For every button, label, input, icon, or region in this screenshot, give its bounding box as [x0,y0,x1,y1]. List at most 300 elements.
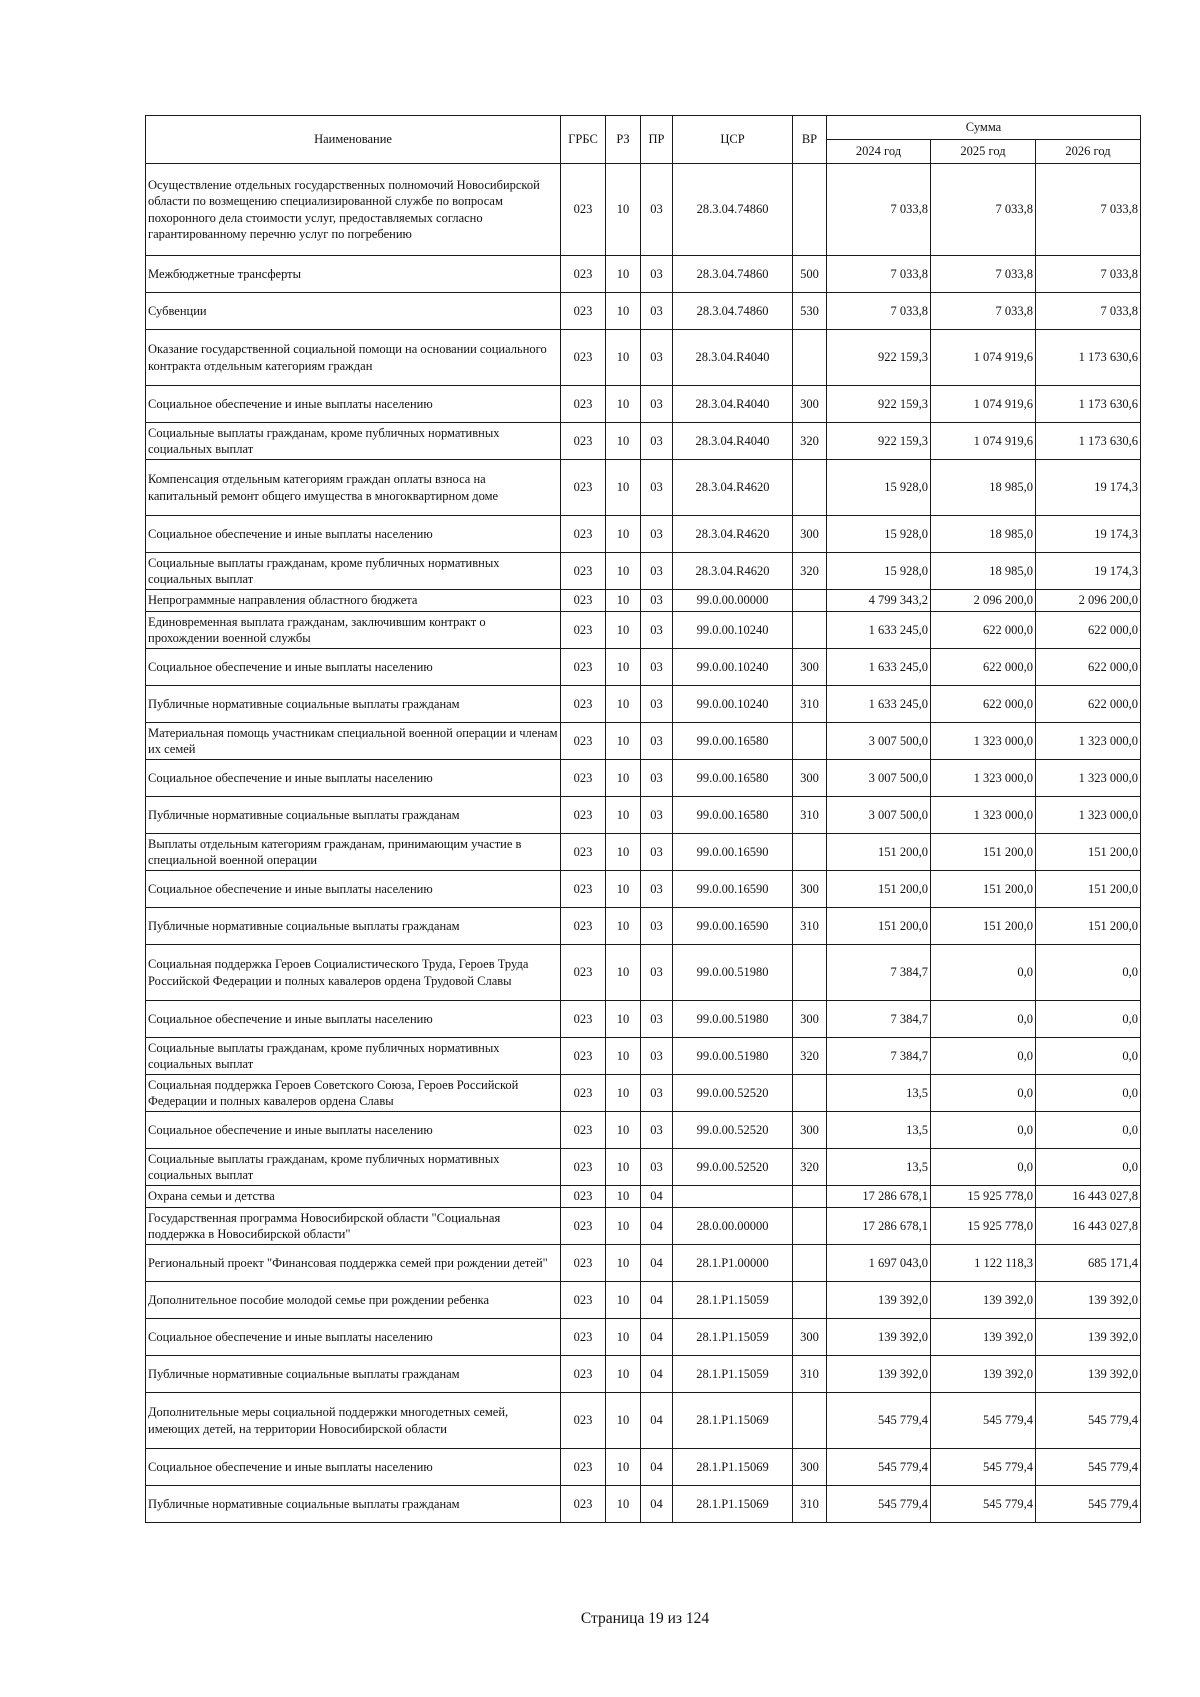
table-row [146,1075,1141,1112]
row-grbs: 023 [561,1486,606,1523]
row-grbs: 023 [561,686,606,723]
row-sum-2026: 1 323 000,0 [1036,797,1141,834]
row-sum-2026: 0,0 [1036,1075,1141,1112]
row-rz: 10 [606,460,641,516]
row-sum-2024: 13,5 [827,1112,931,1149]
row-name: Социальное обеспечение и иные выплаты населению [146,649,561,686]
row-sum-2024: 1 633 245,0 [827,686,931,723]
row-name: Публичные нормативные социальные выплаты гражданам [146,1486,561,1523]
row-grbs: 023 [561,1038,606,1075]
row-csr: 99.0.00.10240 [673,649,793,686]
row-pr: 04 [641,1282,673,1319]
row-csr: 99.0.00.16580 [673,760,793,797]
row-csr: 99.0.00.16580 [673,797,793,834]
header-pr: ПР [641,116,673,164]
table-row [146,1149,1141,1186]
row-sum-2025: 7 033,8 [931,256,1036,293]
row-pr: 03 [641,612,673,649]
row-vr [793,612,827,649]
row-pr: 04 [641,1245,673,1282]
row-rz: 10 [606,423,641,460]
row-sum-2025: 545 779,4 [931,1449,1036,1486]
row-pr: 03 [641,460,673,516]
row-grbs: 023 [561,423,606,460]
row-csr: 28.3.04.R4040 [673,330,793,386]
row-rz: 10 [606,256,641,293]
row-pr: 03 [641,423,673,460]
row-vr [793,1208,827,1245]
table-row [146,423,1141,460]
row-name: Дополнительное пособие молодой семье при рождении ребенка [146,1282,561,1319]
row-pr: 03 [641,686,673,723]
row-pr: 04 [641,1356,673,1393]
row-sum-2024: 3 007 500,0 [827,797,931,834]
row-name: Социальное обеспечение и иные выплаты населению [146,1449,561,1486]
row-grbs: 023 [561,797,606,834]
row-grbs: 023 [561,1075,606,1112]
row-vr: 310 [793,686,827,723]
row-sum-2024: 15 928,0 [827,553,931,590]
row-pr: 03 [641,516,673,553]
row-vr [793,1075,827,1112]
table-row [146,1486,1141,1523]
table-row [146,760,1141,797]
row-sum-2025: 622 000,0 [931,612,1036,649]
row-vr [793,330,827,386]
row-csr: 28.3.04.R4040 [673,386,793,423]
table-row [146,386,1141,423]
row-csr: 99.0.00.51980 [673,945,793,1001]
row-pr: 03 [641,1149,673,1186]
row-vr: 300 [793,871,827,908]
row-pr: 03 [641,760,673,797]
row-pr: 03 [641,1001,673,1038]
row-vr: 310 [793,908,827,945]
row-sum-2025: 18 985,0 [931,553,1036,590]
row-rz: 10 [606,1038,641,1075]
row-rz: 10 [606,649,641,686]
row-vr [793,1186,827,1208]
row-grbs: 023 [561,590,606,612]
row-sum-2024: 13,5 [827,1075,931,1112]
row-sum-2024: 151 200,0 [827,834,931,871]
row-pr: 03 [641,164,673,256]
row-csr: 99.0.00.52520 [673,1075,793,1112]
row-csr: 28.3.04.74860 [673,164,793,256]
row-csr: 28.3.04.R4620 [673,516,793,553]
row-sum-2026: 0,0 [1036,1112,1141,1149]
row-sum-2026: 2 096 200,0 [1036,590,1141,612]
row-csr: 99.0.00.51980 [673,1038,793,1075]
row-sum-2024: 15 928,0 [827,516,931,553]
table-row [146,1282,1141,1319]
row-vr: 530 [793,293,827,330]
row-sum-2026: 0,0 [1036,1149,1141,1186]
table-row [146,797,1141,834]
header-year-2024: 2024 год [827,140,931,164]
row-csr: 99.0.00.10240 [673,612,793,649]
row-sum-2026: 19 174,3 [1036,553,1141,590]
row-rz: 10 [606,612,641,649]
row-csr: 99.0.00.10240 [673,686,793,723]
row-name: Социальная поддержка Героев Советского Союза, Героев Российской Федерации и полных кавалеров ордена Славы [146,1075,561,1112]
header-name: Наименование [146,116,561,164]
row-name: Социальное обеспечение и иные выплаты населению [146,1319,561,1356]
row-sum-2024: 15 928,0 [827,460,931,516]
row-csr: 99.0.00.16590 [673,908,793,945]
row-name: Межбюджетные трансферты [146,256,561,293]
row-sum-2025: 7 033,8 [931,293,1036,330]
table-row [146,590,1141,612]
row-vr: 310 [793,1486,827,1523]
row-csr: 99.0.00.00000 [673,590,793,612]
row-sum-2026: 545 779,4 [1036,1449,1141,1486]
row-grbs: 023 [561,649,606,686]
row-pr: 03 [641,293,673,330]
header-grbs: ГРБС [561,116,606,164]
row-sum-2026: 0,0 [1036,945,1141,1001]
row-vr: 310 [793,797,827,834]
header-vr: ВР [793,116,827,164]
row-name: Дополнительные меры социальной поддержки многодетных семей, имеющих детей, на территории Новосибирской области [146,1393,561,1449]
row-sum-2026: 139 392,0 [1036,1282,1141,1319]
row-vr [793,1393,827,1449]
row-rz: 10 [606,590,641,612]
row-pr: 03 [641,1038,673,1075]
header-year-2025: 2025 год [931,140,1036,164]
row-grbs: 023 [561,460,606,516]
row-grbs: 023 [561,256,606,293]
row-rz: 10 [606,797,641,834]
row-name: Социальная поддержка Героев Социалистического Труда, Героев Труда Российской Федерации и полных кавалеров ордена Трудовой Славы [146,945,561,1001]
row-vr: 300 [793,1449,827,1486]
row-rz: 10 [606,516,641,553]
row-sum-2024: 7 384,7 [827,1038,931,1075]
table-row [146,553,1141,590]
row-sum-2025: 0,0 [931,1001,1036,1038]
row-sum-2026: 622 000,0 [1036,686,1141,723]
row-csr [673,1186,793,1208]
row-sum-2024: 4 799 343,2 [827,590,931,612]
row-sum-2025: 1 323 000,0 [931,723,1036,760]
table-row [146,1186,1141,1208]
row-name: Социальные выплаты гражданам, кроме публичных нормативных социальных выплат [146,1149,561,1186]
row-rz: 10 [606,760,641,797]
row-csr: 28.3.04.74860 [673,256,793,293]
table-row [146,1112,1141,1149]
row-rz: 10 [606,1208,641,1245]
row-vr: 500 [793,256,827,293]
row-grbs: 023 [561,293,606,330]
row-vr: 300 [793,760,827,797]
row-sum-2026: 1 173 630,6 [1036,423,1141,460]
row-vr: 300 [793,1001,827,1038]
table-row [146,293,1141,330]
row-sum-2025: 139 392,0 [931,1356,1036,1393]
table-row [146,1001,1141,1038]
row-sum-2024: 151 200,0 [827,871,931,908]
row-vr: 300 [793,516,827,553]
row-vr: 300 [793,386,827,423]
row-sum-2024: 139 392,0 [827,1282,931,1319]
row-sum-2024: 7 033,8 [827,164,931,256]
row-sum-2024: 17 286 678,1 [827,1208,931,1245]
row-sum-2026: 16 443 027,8 [1036,1186,1141,1208]
row-rz: 10 [606,1282,641,1319]
table-row [146,1393,1141,1449]
row-name: Единовременная выплата гражданам, заключившим контракт о прохождении военной службы [146,612,561,649]
header-rz: РЗ [606,116,641,164]
table-row [146,686,1141,723]
row-grbs: 023 [561,908,606,945]
row-grbs: 023 [561,330,606,386]
row-sum-2026: 151 200,0 [1036,908,1141,945]
row-sum-2024: 7 384,7 [827,945,931,1001]
row-grbs: 023 [561,1208,606,1245]
row-grbs: 023 [561,945,606,1001]
row-grbs: 023 [561,612,606,649]
row-sum-2025: 545 779,4 [931,1486,1036,1523]
row-sum-2024: 545 779,4 [827,1393,931,1449]
row-name: Социальное обеспечение и иные выплаты населению [146,516,561,553]
row-grbs: 023 [561,386,606,423]
row-name: Непрограммные направления областного бюджета [146,590,561,612]
row-sum-2026: 1 173 630,6 [1036,386,1141,423]
header-csr: ЦСР [673,116,793,164]
row-vr [793,1282,827,1319]
row-sum-2026: 0,0 [1036,1001,1141,1038]
row-name: Социальные выплаты гражданам, кроме публичных нормативных социальных выплат [146,423,561,460]
row-pr: 03 [641,834,673,871]
row-sum-2025: 1 074 919,6 [931,330,1036,386]
row-vr: 320 [793,1038,827,1075]
row-rz: 10 [606,1245,641,1282]
row-pr: 03 [641,1075,673,1112]
row-sum-2026: 139 392,0 [1036,1319,1141,1356]
row-rz: 10 [606,1186,641,1208]
row-grbs: 023 [561,760,606,797]
table-row [146,908,1141,945]
row-sum-2025: 622 000,0 [931,686,1036,723]
row-csr: 28.1.P1.15069 [673,1449,793,1486]
row-csr: 99.0.00.16590 [673,871,793,908]
table-row [146,164,1141,256]
table-row [146,612,1141,649]
row-pr: 03 [641,386,673,423]
row-rz: 10 [606,908,641,945]
row-vr: 320 [793,423,827,460]
table-row [146,1356,1141,1393]
row-csr: 99.0.00.51980 [673,1001,793,1038]
row-rz: 10 [606,871,641,908]
row-vr [793,723,827,760]
row-vr: 300 [793,1319,827,1356]
row-csr: 28.3.04.R4040 [673,423,793,460]
row-grbs: 023 [561,1393,606,1449]
row-sum-2026: 622 000,0 [1036,649,1141,686]
row-sum-2025: 7 033,8 [931,164,1036,256]
header-year-2026: 2026 год [1036,140,1141,164]
row-vr [793,945,827,1001]
header-row [146,116,1141,140]
row-sum-2024: 922 159,3 [827,386,931,423]
table-row [146,871,1141,908]
row-sum-2025: 0,0 [931,945,1036,1001]
row-csr: 28.1.P1.15069 [673,1393,793,1449]
row-pr: 03 [641,945,673,1001]
table-row [146,945,1141,1001]
row-sum-2026: 622 000,0 [1036,612,1141,649]
row-sum-2024: 922 159,3 [827,423,931,460]
row-name: Осуществление отдельных государственных полномочий Новосибирской области по возмещению специализированной службе по вопросам похоронного дела стоимости услуг, предоставляемых согласно гарантированному перечню услуг по погребению [146,164,561,256]
row-csr: 28.3.04.74860 [673,293,793,330]
row-sum-2025: 15 925 778,0 [931,1208,1036,1245]
row-pr: 04 [641,1486,673,1523]
row-sum-2024: 7 033,8 [827,293,931,330]
row-rz: 10 [606,1149,641,1186]
row-sum-2026: 7 033,8 [1036,256,1141,293]
table-body [146,164,1141,1523]
row-sum-2026: 19 174,3 [1036,516,1141,553]
row-name: Социальное обеспечение и иные выплаты населению [146,760,561,797]
row-sum-2024: 1 633 245,0 [827,649,931,686]
row-sum-2024: 545 779,4 [827,1486,931,1523]
row-sum-2025: 18 985,0 [931,516,1036,553]
row-grbs: 023 [561,1356,606,1393]
row-rz: 10 [606,293,641,330]
row-vr [793,1245,827,1282]
row-grbs: 023 [561,516,606,553]
row-vr [793,164,827,256]
row-name: Социальное обеспечение и иные выплаты населению [146,386,561,423]
row-sum-2025: 0,0 [931,1112,1036,1149]
table-row [146,1208,1141,1245]
row-sum-2026: 151 200,0 [1036,834,1141,871]
page-number: Страница 19 из 124 [580,1610,710,1627]
row-name: Субвенции [146,293,561,330]
row-rz: 10 [606,1319,641,1356]
row-sum-2026: 545 779,4 [1036,1486,1141,1523]
row-name: Социальное обеспечение и иные выплаты населению [146,1112,561,1149]
row-sum-2025: 0,0 [931,1149,1036,1186]
row-pr: 03 [641,649,673,686]
budget-table [145,115,1141,1523]
row-pr: 03 [641,871,673,908]
row-sum-2024: 139 392,0 [827,1356,931,1393]
row-rz: 10 [606,723,641,760]
row-rz: 10 [606,1356,641,1393]
row-vr: 320 [793,1149,827,1186]
row-pr: 03 [641,330,673,386]
row-sum-2024: 7 033,8 [827,256,931,293]
row-name: Государственная программа Новосибирской области "Социальная поддержка в Новосибирской области" [146,1208,561,1245]
row-csr: 28.1.P1.15069 [673,1486,793,1523]
row-pr: 03 [641,797,673,834]
row-rz: 10 [606,834,641,871]
table-row [146,834,1141,871]
row-vr: 300 [793,1112,827,1149]
row-sum-2026: 139 392,0 [1036,1356,1141,1393]
table-row [146,1245,1141,1282]
table-row [146,256,1141,293]
row-sum-2024: 922 159,3 [827,330,931,386]
row-vr [793,834,827,871]
row-name: Социальные выплаты гражданам, кроме публичных нормативных социальных выплат [146,1038,561,1075]
row-csr: 99.0.00.52520 [673,1112,793,1149]
row-sum-2026: 1 323 000,0 [1036,723,1141,760]
row-pr: 03 [641,590,673,612]
row-pr: 03 [641,908,673,945]
row-sum-2025: 545 779,4 [931,1393,1036,1449]
row-csr: 28.1.P1.00000 [673,1245,793,1282]
row-csr: 28.1.P1.15059 [673,1319,793,1356]
row-pr: 03 [641,1112,673,1149]
row-csr: 28.3.04.R4620 [673,460,793,516]
table-row [146,1449,1141,1486]
row-pr: 04 [641,1393,673,1449]
row-grbs: 023 [561,1449,606,1486]
row-grbs: 023 [561,1112,606,1149]
row-grbs: 023 [561,164,606,256]
row-sum-2026: 19 174,3 [1036,460,1141,516]
table-row [146,516,1141,553]
row-sum-2025: 1 074 919,6 [931,423,1036,460]
header-sum: Сумма [827,116,1141,140]
table-row [146,649,1141,686]
row-name: Публичные нормативные социальные выплаты гражданам [146,797,561,834]
row-rz: 10 [606,1112,641,1149]
row-rz: 10 [606,553,641,590]
row-pr: 03 [641,723,673,760]
table-row [146,1038,1141,1075]
table-row [146,460,1141,516]
row-rz: 10 [606,945,641,1001]
row-sum-2025: 151 200,0 [931,834,1036,871]
row-grbs: 023 [561,1186,606,1208]
row-sum-2024: 17 286 678,1 [827,1186,931,1208]
row-sum-2024: 13,5 [827,1149,931,1186]
row-sum-2025: 1 323 000,0 [931,760,1036,797]
row-vr: 320 [793,553,827,590]
row-name: Социальные выплаты гражданам, кроме публичных нормативных социальных выплат [146,553,561,590]
row-grbs: 023 [561,1245,606,1282]
row-name: Публичные нормативные социальные выплаты гражданам [146,908,561,945]
row-sum-2025: 151 200,0 [931,871,1036,908]
row-sum-2024: 1 633 245,0 [827,612,931,649]
row-pr: 03 [641,553,673,590]
row-grbs: 023 [561,871,606,908]
row-sum-2025: 1 122 118,3 [931,1245,1036,1282]
row-sum-2025: 1 074 919,6 [931,386,1036,423]
row-pr: 04 [641,1319,673,1356]
row-rz: 10 [606,1001,641,1038]
row-sum-2026: 1 173 630,6 [1036,330,1141,386]
row-grbs: 023 [561,1282,606,1319]
row-vr [793,460,827,516]
row-sum-2024: 3 007 500,0 [827,760,931,797]
row-sum-2025: 1 323 000,0 [931,797,1036,834]
row-sum-2026: 0,0 [1036,1038,1141,1075]
row-grbs: 023 [561,723,606,760]
row-sum-2025: 15 925 778,0 [931,1186,1036,1208]
row-sum-2024: 1 697 043,0 [827,1245,931,1282]
row-vr [793,590,827,612]
row-name: Материальная помощь участникам специальной военной операции и членам их семей [146,723,561,760]
row-csr: 28.1.P1.15059 [673,1282,793,1319]
row-pr: 04 [641,1449,673,1486]
row-sum-2026: 151 200,0 [1036,871,1141,908]
table-row [146,1319,1141,1356]
